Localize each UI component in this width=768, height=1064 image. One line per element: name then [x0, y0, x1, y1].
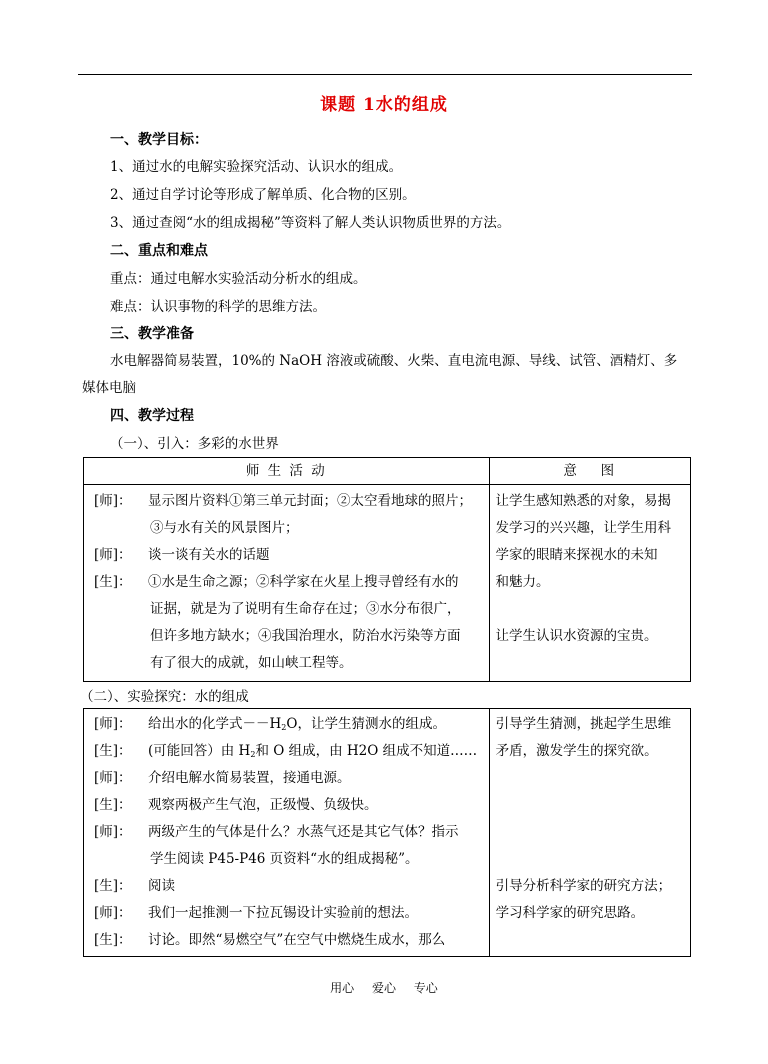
objective-2: 2、通过自学讨论等形成了解单质、化合物的区别。 [110, 187, 416, 203]
section-4-heading: 四、教学过程 [110, 408, 194, 424]
objective-3: 3、通过查阅“水的组成揭秘”等资料了解人类认识物质世界的方法。 [110, 215, 511, 231]
activity-line: 但许多地方缺水；④我国治理水，防治水污染等方面 [150, 628, 461, 644]
column-header-activity: 师 生 活 动 [84, 458, 490, 485]
intent-line: 发学习的兴兴趣，让学生用科 [495, 520, 672, 536]
preparation-line-1: 水电解器简易装置，10%的 NaOH 溶液或硫酸、火柴、直电流电源、导线、试管、酒精灯、多 [110, 353, 678, 369]
intent-line: 引导分析科学家的研究方法； [495, 878, 672, 894]
activity-line: [师]： 两级产生的气体是什么？水蒸气还是其它气体？指示 [94, 824, 459, 840]
activity-line: ③与水有关的风景图片； [150, 520, 299, 536]
activity-line: [生]： 阅读 [94, 878, 175, 894]
page-title: 课题 1水的组成 [320, 95, 448, 115]
intent-line [496, 765, 690, 792]
activity-cell [84, 709, 490, 957]
intent-line [496, 846, 690, 873]
column-header-intent: 意 图 [489, 458, 690, 485]
objective-1: 1、通过水的电解实验探究活动、认识水的组成。 [110, 159, 403, 175]
activity-line: [生]： 讨论。即然“易燃空气”在空气中燃烧生成水，那么 [94, 932, 446, 948]
intent-cell [489, 709, 690, 957]
header-rule [78, 74, 692, 75]
part-1-label: （一）、引入：多彩的水世界 [110, 436, 279, 452]
intent-line [496, 792, 690, 819]
intent-line [496, 819, 690, 846]
activity-line: [师]： 谈一谈有关水的话题 [94, 547, 270, 563]
activity-line: [师]： 介绍电解水简易装置，接通电源。 [94, 770, 351, 786]
activity-line: 学生阅读 P45-P46 页资料“水的组成揭秘”。 [150, 851, 419, 867]
intent-line: 让学生感知熟悉的对象，易揭 [495, 493, 672, 509]
intent-line: 让学生认识水资源的宝贵。 [495, 628, 658, 644]
key-point: 重点：通过电解水实验活动分析水的组成。 [110, 271, 367, 287]
activity-cell [84, 485, 490, 682]
intent-line: 引导学生猜测，挑起学生思维 [495, 716, 672, 732]
activity-line: [师]： 给出水的化学式$--H_2O$，让学生猜测水的组成。 [94, 716, 446, 732]
intent-line: 学家的眼睛来探视水的未知 [495, 547, 658, 563]
process-table-1 [83, 457, 691, 682]
intent-cell [489, 485, 690, 682]
intent-line: 矛盾，激发学生的探究欲。 [495, 743, 658, 759]
intent-line: 学习科学家的研究思路。 [495, 905, 645, 921]
page-footer: 用心 爱心 专心 [330, 981, 438, 995]
activity-line: 证据，就是为了说明有生命存在过；③水分布很广， [150, 601, 461, 617]
section-3-heading: 三、教学准备 [110, 326, 194, 342]
activity-line: [生]： 观察两极产生气泡，正级慢、负级快。 [94, 797, 378, 813]
section-1-heading: 一、教学目标： [110, 132, 208, 148]
intent-line: 和魅力。 [495, 574, 550, 590]
activity-line: [生]： (可能回答）由 $H_2$和 O 组成，由 H2O 组成不知道…… [94, 743, 478, 759]
intent-line [496, 596, 690, 623]
activity-line: [生]： ①水是生命之源；②科学家在火星上搜寻曾经有水的 [94, 574, 459, 590]
section-2-heading: 二、重点和难点 [110, 243, 208, 259]
activity-line: 有了很大的成就，如山峡工程等。 [150, 655, 353, 671]
activity-line: [师]： 我们一起推测一下拉瓦锡设计实验前的想法。 [94, 905, 418, 921]
activity-line: [师]： 显示图片资料①第三单元封面；②太空看地球的照片； [94, 493, 472, 509]
part-2-label: （二）、实验探究：水的组成 [80, 689, 249, 705]
process-table-2 [83, 708, 691, 957]
preparation-line-2: 媒体电脑 [82, 380, 136, 396]
difficult-point: 难点：认识事物的科学的思维方法。 [110, 299, 326, 315]
